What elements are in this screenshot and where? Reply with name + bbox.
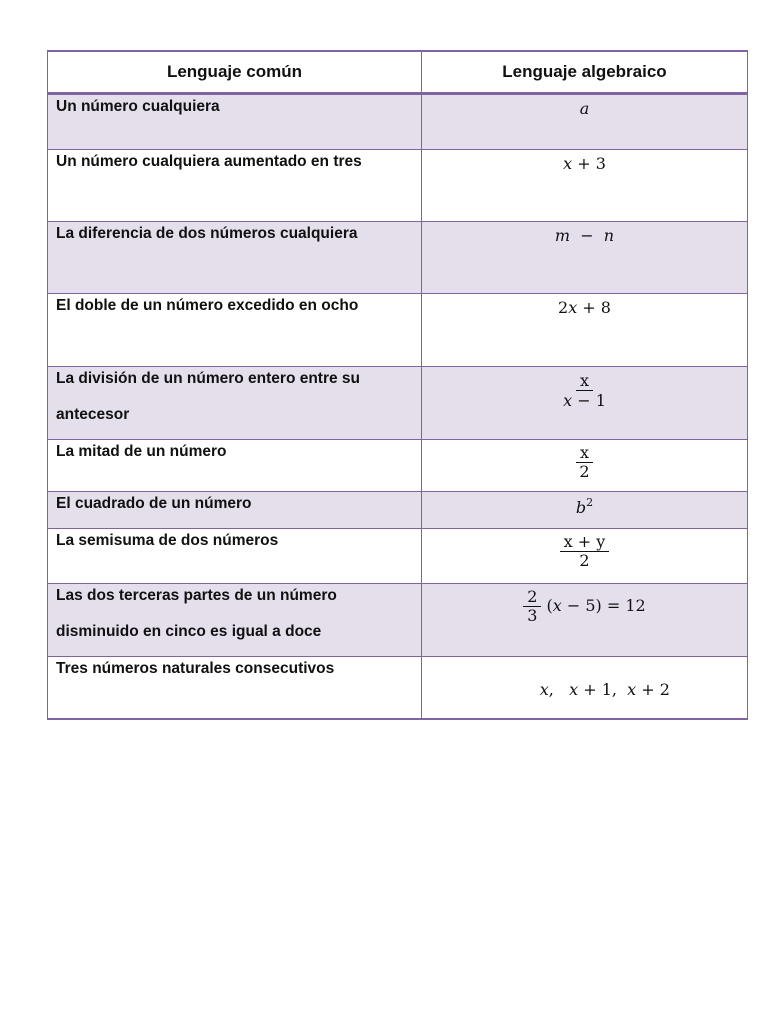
denominator-rest: − 1 bbox=[572, 391, 606, 410]
fraction-numerator: x + y bbox=[560, 533, 610, 552]
header-row bbox=[48, 51, 748, 94]
table-row bbox=[48, 294, 748, 367]
algebraic-cell bbox=[422, 94, 748, 150]
fraction-denominator: 3 bbox=[527, 606, 538, 625]
algebraic-cell bbox=[422, 222, 748, 294]
fraction-numerator: x bbox=[576, 444, 593, 463]
row-text: El cuadrado de un número bbox=[56, 495, 252, 512]
row-text: La división de un número entero entre su antecesor bbox=[56, 370, 361, 423]
algebraic-cell bbox=[422, 150, 748, 222]
expr-term-1: x bbox=[539, 680, 549, 699]
algebraic-cell bbox=[422, 294, 748, 367]
fraction-denominator bbox=[559, 391, 610, 410]
row-text: El doble de un número excedido en ocho bbox=[56, 297, 359, 314]
expr-rest: + 8 bbox=[577, 298, 611, 317]
row-text: Un número cualquiera bbox=[56, 98, 220, 115]
row-text: Tres números naturales consecutivos bbox=[56, 660, 335, 677]
expr-rest: + 3 bbox=[572, 154, 606, 173]
denominator-variable: x bbox=[563, 391, 573, 410]
expr-operator: − bbox=[570, 226, 604, 245]
common-language-cell bbox=[48, 657, 422, 720]
expr-rest: − 5) = 12 bbox=[561, 596, 646, 615]
common-language-cell bbox=[48, 367, 422, 440]
expr-paren-open: ( bbox=[541, 596, 553, 615]
algebraic-cell bbox=[422, 367, 748, 440]
expr-fraction bbox=[559, 371, 610, 410]
common-language-cell bbox=[48, 150, 422, 222]
algebraic-cell bbox=[422, 584, 748, 657]
table-row bbox=[48, 584, 748, 657]
expr-term-3-variable: x bbox=[627, 680, 637, 699]
row-text: La diferencia de dos números cualquiera bbox=[56, 225, 358, 242]
expr-term-2-variable: x bbox=[569, 680, 579, 699]
fraction-denominator: 2 bbox=[579, 551, 590, 570]
common-language-cell bbox=[48, 584, 422, 657]
expr-variable: x bbox=[563, 154, 573, 173]
expr-term-2-rest: + 1, bbox=[578, 680, 628, 699]
expr-separator: , bbox=[548, 680, 570, 699]
expr-term-3-rest: + 2 bbox=[636, 680, 670, 699]
expr-base: b bbox=[575, 498, 587, 517]
row-text: La mitad de un número bbox=[56, 443, 227, 460]
table-row bbox=[48, 367, 748, 440]
algebraic-cell bbox=[422, 492, 748, 529]
expr-fraction bbox=[560, 533, 610, 570]
expr-fraction bbox=[575, 444, 593, 481]
expr-coefficient: 2 bbox=[558, 298, 569, 317]
table-row bbox=[48, 94, 748, 150]
fraction-numerator: x bbox=[576, 371, 593, 391]
expressions-table-container bbox=[47, 50, 747, 720]
expr-exponent: 2 bbox=[586, 496, 594, 509]
common-language-cell bbox=[48, 440, 422, 492]
header-common-language: Lenguaje común bbox=[48, 51, 422, 94]
common-language-cell bbox=[48, 294, 422, 367]
common-language-cell bbox=[48, 529, 422, 584]
expr-variable: x bbox=[568, 298, 578, 317]
language-translation-table bbox=[47, 50, 748, 720]
common-language-cell bbox=[48, 222, 422, 294]
algebraic-cell bbox=[422, 440, 748, 492]
table-row bbox=[48, 150, 748, 222]
fraction-denominator: 2 bbox=[579, 462, 590, 481]
row-text: Las dos terceras partes de un número disminuido en cinco es igual a doce bbox=[56, 587, 337, 640]
table-row bbox=[48, 440, 748, 492]
expr-variable-m: m bbox=[554, 226, 571, 245]
row-text: Un número cualquiera aumentado en tres bbox=[56, 153, 362, 170]
common-language-cell bbox=[48, 94, 422, 150]
table-row bbox=[48, 222, 748, 294]
algebraic-cell bbox=[422, 657, 748, 720]
algebraic-cell bbox=[422, 529, 748, 584]
row-text: La semisuma de dos números bbox=[56, 532, 279, 549]
expr-variable-n: n bbox=[603, 226, 615, 245]
table-row bbox=[48, 529, 748, 584]
expr-variable: a bbox=[579, 99, 590, 118]
expr-fraction bbox=[523, 588, 541, 625]
table-row bbox=[48, 657, 748, 720]
expr-variable: x bbox=[552, 596, 562, 615]
header-algebraic-language: Lenguaje algebraico bbox=[422, 51, 748, 94]
fraction-numerator: 2 bbox=[523, 588, 541, 607]
